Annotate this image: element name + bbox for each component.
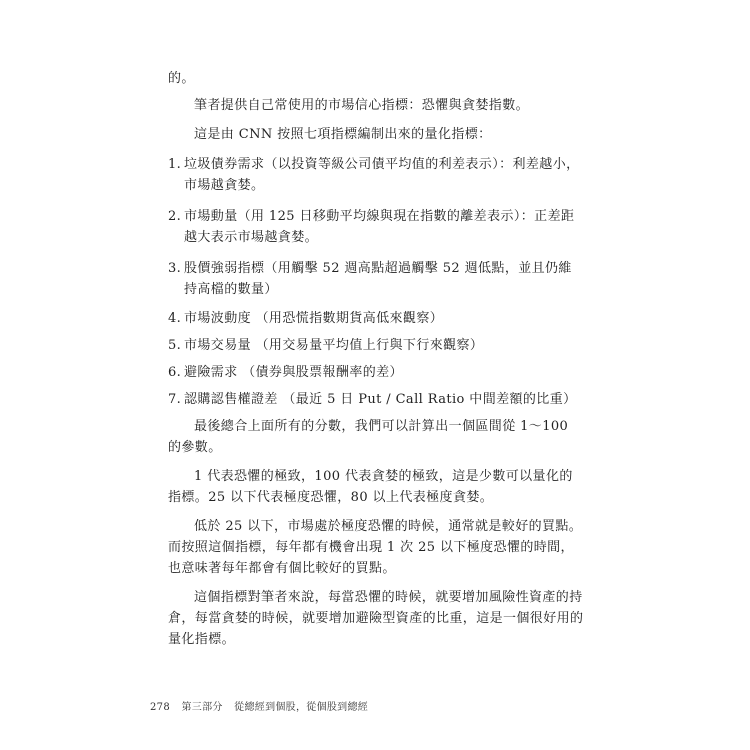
list-item bbox=[168, 154, 584, 196]
page-body bbox=[168, 68, 584, 650]
page-number: 278 bbox=[150, 702, 170, 713]
list-number: 6. bbox=[168, 365, 182, 380]
list-item bbox=[168, 258, 584, 300]
list-text: 市場交易量 （用交易量平均值上行與下行來觀察） bbox=[184, 338, 484, 353]
text-line-continuation: 的。 bbox=[168, 71, 195, 86]
paragraph: 這個指標對筆者來說，每當恐懼的時候，就要增加風險性資產的持倉，每當貪婪的時候，就要增加避險型資產的比重，這是一個很好用的量化指標。 bbox=[168, 590, 584, 647]
list-text: 市場動量（用 125 日移動平均線與現在指數的離差表示）：正差距越大表示市場越貪婪。 bbox=[184, 209, 575, 245]
paragraph: 最後總合上面所有的分數，我們可以計算出一個區間從 1～100 的參數。 bbox=[168, 419, 569, 455]
list-number: 3. bbox=[168, 261, 182, 276]
list-number: 1. bbox=[168, 157, 182, 172]
list-number: 5. bbox=[168, 338, 182, 353]
part-label: 第三部分 bbox=[181, 702, 223, 713]
list-item bbox=[168, 362, 584, 383]
list-number: 4. bbox=[168, 311, 182, 326]
list-text: 市場波動度 （用恐慌指數期貨高低來觀察） bbox=[184, 311, 444, 326]
text-line-cnn: 這是由 CNN 按照七項指標編制出來的量化指標： bbox=[194, 127, 492, 142]
list-item bbox=[168, 335, 584, 356]
list-text: 避險需求 （債券與股票報酬率的差） bbox=[184, 365, 403, 380]
text-line-intro: 筆者提供自己常使用的市場信心指標：恐懼與貪婪指數。 bbox=[194, 98, 530, 113]
list-number: 7. bbox=[168, 392, 182, 407]
list-text: 垃圾債券需求（以投資等級公司債平均值的利差表示）：利差越小，市場越貪婪。 bbox=[184, 157, 580, 193]
page-footer bbox=[150, 698, 376, 713]
list-item bbox=[168, 206, 584, 248]
list-text: 認購認售權證差 （最近 5 日 Put / Call Ratio 中間差額的比重） bbox=[184, 392, 577, 407]
list-number: 2. bbox=[168, 209, 182, 224]
list-item bbox=[168, 389, 584, 410]
list-item bbox=[168, 308, 584, 329]
list-text: 股價強弱指標（用觸擊 52 週高點超過觸擊 52 週低點，並且仍維持高檔的數量） bbox=[184, 261, 572, 297]
paragraph: 低於 25 以下，市場處於極度恐懼的時候，通常就是較好的買點。而按照這個指標，每年都有機會出現 1 次 25 以下極度恐懼的時間，也意味著每年都會有個比較好的買點。 bbox=[168, 519, 583, 576]
paragraph: 1 代表恐懼的極致，100 代表貪婪的極致，這是少數可以量化的指標。25 以下代表極度恐懼，80 以上代表極度貪婪。 bbox=[168, 469, 573, 505]
running-title: 從總經到個股，從個股到總經 bbox=[234, 702, 369, 713]
